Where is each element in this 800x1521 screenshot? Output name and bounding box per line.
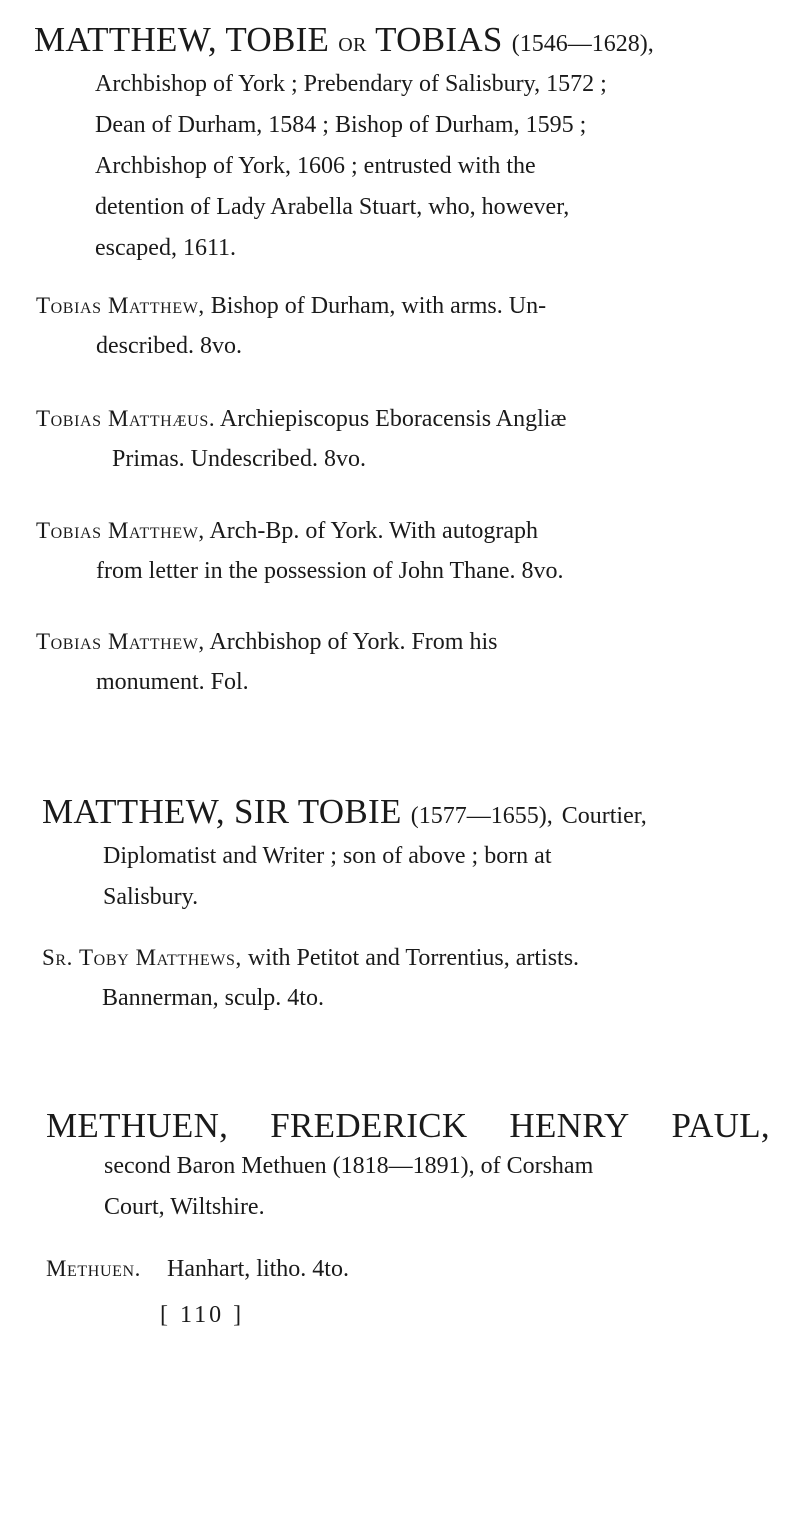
description-line: Diplomatist and Writer ; son of above ; born at [103,843,552,869]
heading-dates: (1577—1655), [410,803,553,829]
entry-heading [34,20,770,64]
portrait-text: with Petitot and Torrentius, artists. [247,945,580,971]
description-line: Salisbury. [103,884,199,910]
portrait-sitter: Tobias Matthæus. [36,406,216,431]
portrait-entry [36,399,768,479]
portrait-text: Archiepiscopus Eboracensis Angliæ [219,406,567,432]
description-line: escaped, 1611. [95,235,237,261]
portrait-text: Hanhart, litho. 4to. [167,1256,349,1282]
heading-or: or [338,27,367,58]
portrait-sitter: Methuen. [46,1256,141,1281]
portrait-entry [36,622,768,702]
description-line: Archbishop of York ; Prebendary of Salisbury, 1572 ; [95,71,607,97]
portrait-text: Bishop of Durham, with arms. Un- [210,293,547,319]
portrait-text-continued: Bannerman, sculp. 4to. [102,985,324,1011]
portrait-text: Archbishop of York. From his [209,629,498,655]
entry-heading [42,792,770,836]
heading-alt-name: TOBIAS [375,20,503,59]
portrait-prefix: Sr. [42,945,74,970]
portrait-text: Arch-Bp. of York. With autograph [209,518,539,544]
entry-heading [46,1106,770,1146]
heading-word: HENRY [509,1106,630,1145]
description-line: Dean of Durham, 1584 ; Bishop of Durham, 1595 ; [95,112,587,138]
portrait-sitter: Tobias Matthew, [36,293,205,318]
page-number: [ 110 ] [160,1302,245,1328]
portrait-entry [46,1249,770,1289]
portrait-sitter: Tobias Matthew, [36,518,205,543]
description-line: second Baron Methuen (1818—1891), of Corsham [104,1153,594,1179]
portrait-entry [42,938,770,1018]
portrait-entry [36,286,768,366]
heading-dates: (1546—1628), [511,31,654,57]
entry-description [104,1146,770,1228]
entry-matthew-tobie [34,20,770,269]
heading-name: MATTHEW, SIR TOBIE [42,792,402,831]
portrait-text-continued: from letter in the possession of John Thane. 8vo. [96,558,564,584]
entry-description [103,836,770,918]
description-line: Court, Wiltshire. [104,1194,265,1220]
heading-word: METHUEN, [46,1106,229,1145]
entry-description [95,64,770,269]
description-line: Archbishop of York, 1606 ; entrusted with the [95,153,536,179]
portrait-entry [36,511,768,591]
description-line: detention of Lady Arabella Stuart, who, however, [95,194,570,220]
portrait-text-continued: described. 8vo. [96,333,242,359]
heading-name: MATTHEW, TOBIE [34,20,330,59]
portrait-text-continued: Primas. Undescribed. 8vo. [112,446,366,472]
portrait-sitter: Tobias Matthew, [36,629,205,654]
entry-matthew-sir-tobie [42,792,770,918]
entry-methuen [46,1106,770,1228]
heading-word: FREDERICK [270,1106,468,1145]
portrait-text-continued: monument. Fol. [96,669,249,695]
heading-word: PAUL, [671,1106,770,1145]
heading-tail: Courtier, [561,803,647,829]
portrait-sitter: Toby Matthews, [79,945,242,970]
